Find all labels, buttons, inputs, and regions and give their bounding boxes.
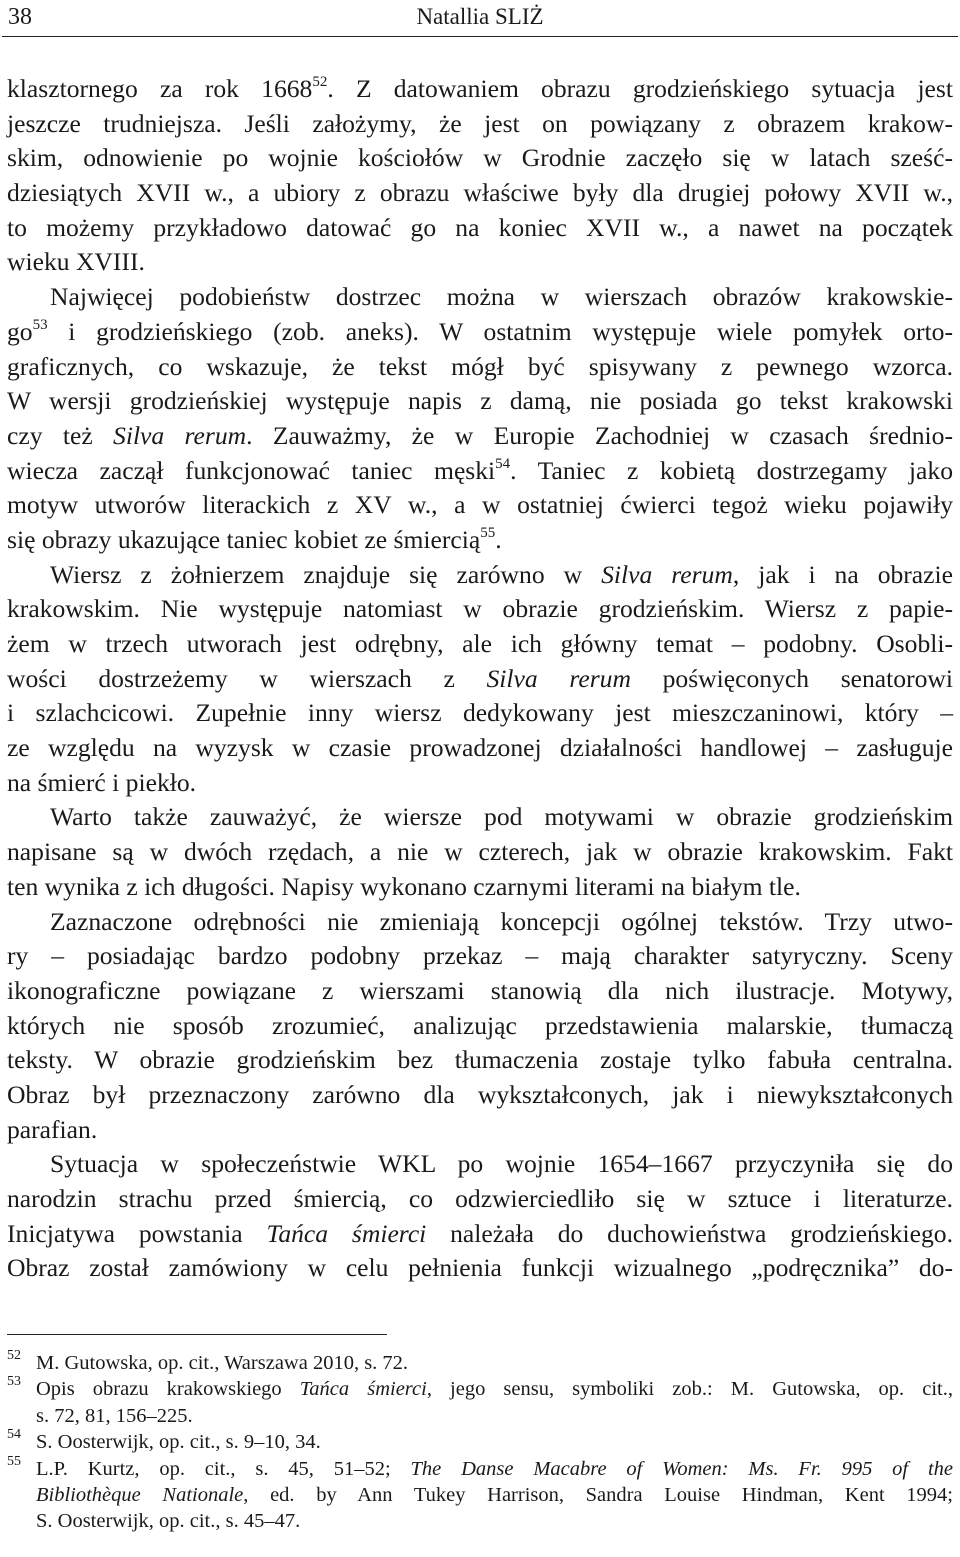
text-run: dziesiątych XVII w., a ubiory z obrazu właściwe były dla drugiej połowy XVII w., bbox=[7, 178, 953, 208]
footnote-number: 53 bbox=[7, 1374, 21, 1390]
text-line bbox=[7, 1043, 953, 1078]
text-line bbox=[7, 141, 953, 176]
footnote-line bbox=[36, 1508, 953, 1534]
text-line bbox=[7, 315, 953, 350]
text-run: graficznych, co wskazuje, że tekst mógł być spisywany z pewnego wzorca. bbox=[7, 351, 953, 381]
footnotes bbox=[7, 1350, 953, 1535]
text-run: Najwięcej podobieństw dostrzec można w wierszach obrazów krakowskie- bbox=[50, 282, 953, 312]
text-line bbox=[7, 1078, 953, 1113]
text-line bbox=[7, 280, 953, 315]
text-line bbox=[7, 662, 953, 697]
text-line bbox=[7, 627, 953, 662]
footnote bbox=[7, 1429, 953, 1455]
text-line bbox=[7, 558, 953, 593]
footnote-rule bbox=[7, 1334, 387, 1335]
text-line bbox=[7, 870, 953, 905]
text-line bbox=[7, 1182, 953, 1217]
text-run: go bbox=[7, 316, 33, 346]
text-run: klasztornego za rok 1668 bbox=[7, 74, 313, 103]
italic-title: Tańca śmierci bbox=[266, 1218, 427, 1248]
footnote-line bbox=[36, 1456, 953, 1482]
text-run: krakowskim. Nie występuje natomiast w obrazie grodzieńskim. Wiersz z papie- bbox=[7, 594, 953, 624]
text-run: , jego sensu, symboliki zob.: M. Gutowska, op. cit., bbox=[426, 1378, 953, 1401]
text-line bbox=[7, 384, 953, 419]
footnote-ref: 55 bbox=[480, 524, 496, 541]
text-line bbox=[7, 1251, 953, 1286]
text-line bbox=[7, 1113, 953, 1148]
text-line bbox=[7, 488, 953, 523]
text-run: Warto także zauważyć, że wiersze pod motywami w obrazie grodzieńskim bbox=[50, 802, 953, 832]
text-line bbox=[7, 211, 953, 246]
text-run: napisane są w dwóch rzędach, a nie w czterech, jak w obrazie krakowskim. Fakt bbox=[7, 837, 953, 867]
footnote-number: 54 bbox=[7, 1427, 21, 1443]
text-run: Sytuacja w społeczeństwie WKL po wojnie 1654–1667 przyczyniła się do bbox=[50, 1149, 953, 1179]
text-line bbox=[7, 696, 953, 731]
text-line bbox=[7, 107, 953, 142]
text-run: Zaznaczone odrębności nie zmieniają koncepcji ogólnej tekstów. Trzy utwo- bbox=[50, 906, 953, 936]
text-run: ze względu na wyzysk w czasie prowadzonej działalności handlowej – zasługuje bbox=[7, 733, 953, 763]
text-line bbox=[7, 176, 953, 211]
italic-title: The Danse Macabre of Women: Ms. Fr. 995 of the bbox=[410, 1457, 953, 1480]
text-run: Wiersz z żołnierzem znajduje się zarówno w bbox=[50, 559, 602, 589]
text-run: S. Oosterwijk, op. cit., s. 45–47. bbox=[36, 1510, 301, 1533]
text-run: ikonograficzne powiązane z wierszami stanowią dla nich ilustracje. Motywy, bbox=[7, 975, 953, 1005]
text-run: ten wynika z ich długości. Napisy wykonano czarnymi literami na białym tle. bbox=[7, 871, 801, 901]
text-run: Obraz został zamówiony w celu pełnienia funkcji wizualnego „podręcznika” do- bbox=[7, 1253, 953, 1283]
text-line bbox=[7, 454, 953, 489]
text-line bbox=[7, 1217, 953, 1252]
text-run: parafian. bbox=[7, 1114, 98, 1144]
text-run: których nie sposób zrozumieć, analizując przedstawienia malarskie, tłumaczą bbox=[7, 1010, 953, 1040]
text-run: . Z datowaniem obrazu grodzieńskiego sytuacja jest bbox=[327, 74, 953, 103]
text-run: Obraz był przeznaczony zarówno dla wykształconych, jak i niewykształconych bbox=[7, 1079, 953, 1109]
text-run: ry – posiadając bardzo podobny przekaz – mają charakter satyryczny. Sceny bbox=[7, 941, 953, 971]
page-header bbox=[0, 0, 960, 40]
text-line bbox=[7, 1147, 953, 1182]
footnote-line bbox=[36, 1429, 953, 1455]
text-run: na śmierć i piekło. bbox=[7, 767, 197, 797]
text-run: motyw utworów literackich z XV w., a w ostatniej ćwierci tegoż wieku pojawiły bbox=[7, 490, 953, 520]
text-run: teksty. W obrazie grodzieńskim bez tłumaczenia zostaje tylko fabuła centralna. bbox=[7, 1045, 953, 1075]
footnote-line bbox=[36, 1403, 953, 1429]
text-run: . Taniec z kobietą dostrzegamy jako bbox=[510, 455, 953, 485]
text-run: M. Gutowska, op. cit., Warszawa 2010, s. 72. bbox=[36, 1352, 409, 1374]
text-line bbox=[7, 731, 953, 766]
text-line bbox=[7, 72, 953, 107]
text-line bbox=[7, 245, 953, 280]
text-run: jeszcze trudniejsza. Jeśli założymy, że jest on powiązany z obrazem krakow- bbox=[7, 108, 953, 138]
text-run: wieku XVIII. bbox=[7, 247, 145, 277]
text-run: L.P. Kurtz, op. cit., s. 45, 51–52; bbox=[36, 1457, 411, 1480]
footnote-ref: 53 bbox=[32, 316, 48, 333]
text-run: wiecza zaczął funkcjonować taniec męski bbox=[7, 455, 496, 485]
text-run: się obrazy ukazujące taniec kobiet ze śmiercią bbox=[7, 524, 481, 554]
text-run: czy też bbox=[7, 420, 114, 450]
page-number: 38 bbox=[8, 4, 32, 30]
text-run: S. Oosterwijk, op. cit., s. 9–10, 34. bbox=[36, 1431, 321, 1454]
text-run: należała do duchowieństwa grodzieńskiego. bbox=[426, 1218, 953, 1248]
body-text bbox=[7, 72, 953, 1286]
text-run: , jak i na obrazie bbox=[732, 559, 954, 589]
text-run: poświęconych senatorowi bbox=[630, 663, 953, 693]
text-line bbox=[7, 974, 953, 1009]
text-run: skim, odnowienie po wojnie kościołów w Grodnie zaczęło się w latach sześć- bbox=[7, 143, 953, 173]
footnote bbox=[7, 1453, 953, 1535]
text-line bbox=[7, 766, 953, 801]
text-run: Opis obrazu krakowskiego bbox=[36, 1378, 300, 1401]
text-line bbox=[7, 419, 953, 454]
italic-title: Silva rerum bbox=[113, 420, 247, 450]
text-line bbox=[7, 835, 953, 870]
italic-title: Silva rerum bbox=[601, 559, 733, 589]
text-line bbox=[7, 800, 953, 835]
text-run: i szlachcicowi. Zupełnie inny wiersz dedykowany jest mieszczaninowi, który – bbox=[7, 698, 953, 728]
text-run: i grodzieńskiego (zob. aneks). W ostatnim występuje wiele pomyłek orto- bbox=[47, 316, 953, 346]
text-run: to możemy przykładowo datować go na koniec XVII w., a nawet na początek bbox=[7, 212, 953, 242]
text-run: . Zauważmy, że w Europie Zachodniej w czasach średnio- bbox=[246, 420, 953, 450]
text-line bbox=[7, 939, 953, 974]
italic-title: Tańca śmierci bbox=[299, 1378, 427, 1401]
footnote bbox=[7, 1350, 953, 1376]
text-run: s. 72, 81, 156–225. bbox=[36, 1404, 193, 1427]
text-run: W wersji grodzieńskiej występuje napis z damą, nie posiada go tekst krakowski bbox=[7, 386, 953, 416]
text-run: . bbox=[495, 524, 502, 554]
italic-title: Bibliothèque Nationale bbox=[36, 1484, 244, 1507]
header-rule bbox=[2, 36, 958, 37]
footnote bbox=[7, 1376, 953, 1429]
footnote-ref: 52 bbox=[312, 74, 328, 90]
text-line bbox=[7, 350, 953, 385]
text-line bbox=[7, 523, 953, 558]
footnote-number: 55 bbox=[7, 1453, 21, 1469]
text-run: Inicjatywa powstania bbox=[7, 1218, 267, 1248]
running-head: Natallia SLIŻ bbox=[416, 4, 544, 29]
text-line bbox=[7, 1009, 953, 1044]
footnote-ref: 54 bbox=[495, 455, 511, 472]
italic-title: Silva rerum bbox=[486, 663, 631, 693]
text-run: , ed. by Ann Tukey Harrison, Sandra Louise Hindman, Kent 1994; bbox=[243, 1484, 953, 1507]
text-run: żem w trzech utworach jest odrębny, ale ich główny temat – podobny. Osobli- bbox=[7, 629, 953, 658]
footnote-number: 52 bbox=[7, 1348, 21, 1363]
text-run: wości dostrzeżemy w wierszach z bbox=[7, 663, 487, 693]
text-line bbox=[7, 592, 953, 627]
footnote-line bbox=[36, 1482, 953, 1508]
text-line bbox=[7, 905, 953, 940]
footnote-line bbox=[36, 1350, 953, 1376]
footnote-line bbox=[36, 1376, 953, 1402]
text-run: narodzin strachu przed śmiercią, co odzwierciedliło się w sztuce i literaturze. bbox=[7, 1184, 953, 1213]
